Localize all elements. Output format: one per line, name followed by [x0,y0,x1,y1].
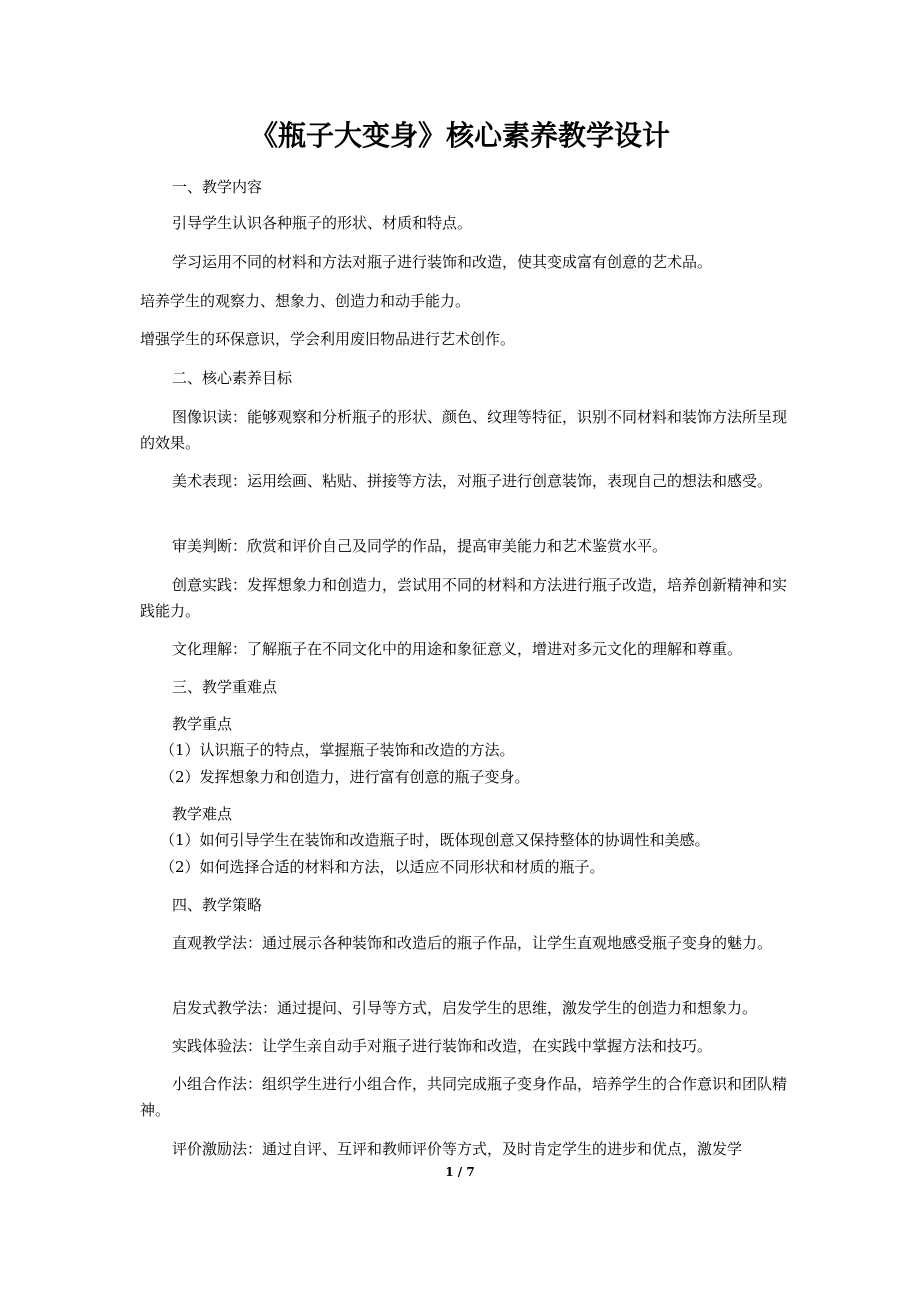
paragraph: 学习运用不同的材料和方法对瓶子进行装饰和改造，使其变成富有创意的艺术品。 [172,253,713,271]
paragraph: 培养学生的观察力、想象力、创造力和动手能力。 [140,292,471,310]
key-points-label: 教学重点 [172,715,233,733]
section-heading-key-points: 三、教学重难点 [172,678,278,696]
paragraph: 启发式教学法：通过提问、引导等方式，启发学生的思维，激发学生的创造力和想象力。 [172,999,758,1017]
list-item: （1）认识瓶子的特点，掌握瓶子装饰和改造的方法。 [160,741,515,759]
paragraph: 创意实践：发挥想象力和创造力，尝试用不同的材料和方法进行瓶子改造，培养创新精神和实践能力。 [140,576,788,620]
section-heading-goals: 二、核心素养目标 [172,369,293,387]
document-title: 《瓶子大变身》核心素养教学设计 [249,119,670,152]
paragraph: 增强学生的环保意识，学会利用废旧物品进行艺术创作。 [140,330,516,348]
paragraph: 文化理解：了解瓶子在不同文化中的用途和象征意义，增进对多元文化的理解和尊重。 [172,640,743,658]
paragraph: 引导学生认识各种瓶子的形状、材质和特点。 [172,214,473,232]
paragraph: 评价激励法：通过自评、互评和教师评价等方式，及时肯定学生的进步和优点，激发学 [172,1140,743,1158]
paragraph: 审美判断：欣赏和评价自己及同学的作品，提高审美能力和艺术鉴赏水平。 [172,537,668,555]
paragraph: 直观教学法：通过展示各种装饰和改造后的瓶子作品，让学生直观地感受瓶子变身的魅力。 [172,934,773,952]
section-heading-content: 一、教学内容 [172,178,263,196]
paragraph: 美术表现：运用绘画、粘贴、拼接等方法，对瓶子进行创意装饰，表现自己的想法和感受。 [172,472,773,490]
difficult-points-label: 教学难点 [172,805,233,823]
list-item: （2）发挥想象力和创造力，进行富有创意的瓶子变身。 [160,768,530,786]
list-item: （2）如何选择合适的材料和方法，以适应不同形状和材质的瓶子。 [160,858,605,876]
list-item: （1）如何引导学生在装饰和改造瓶子时，既体现创意又保持整体的协调性和美感。 [160,831,710,849]
paragraph: 小组合作法：组织学生进行小组合作，共同完成瓶子变身作品，培养学生的合作意识和团队精神。 [140,1075,788,1119]
section-heading-strategies: 四、教学策略 [172,896,263,914]
page-number: 1 / 7 [445,1165,475,1179]
paragraph: 图像识读：能够观察和分析瓶子的形状、颜色、纹理等特征，识别不同材料和装饰方法所呈现的效果。 [140,408,788,452]
paragraph: 实践体验法：让学生亲自动手对瓶子进行装饰和改造，在实践中掌握方法和技巧。 [172,1037,713,1055]
